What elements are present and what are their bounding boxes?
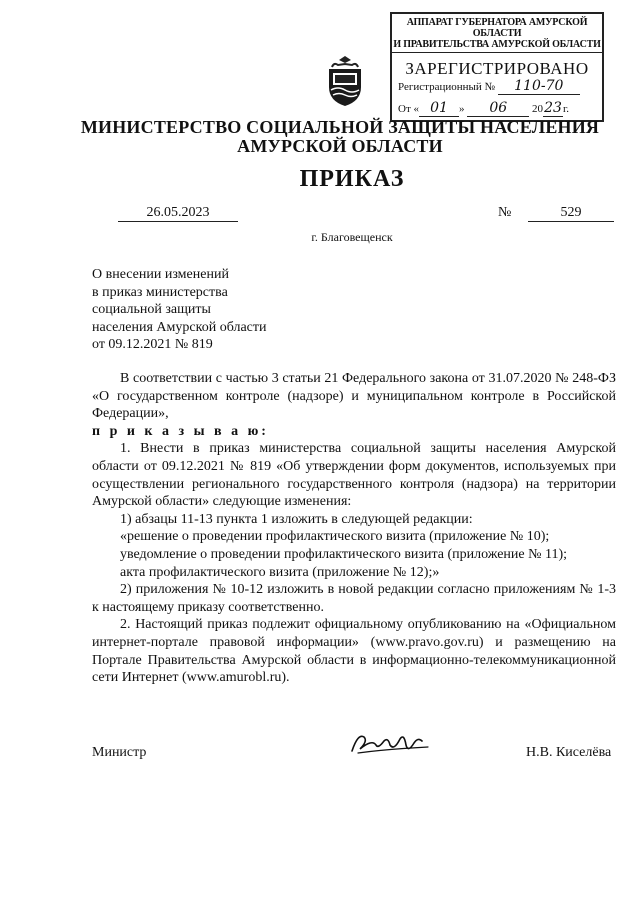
stamp-date-suffix: г. xyxy=(563,103,570,115)
signer-role: Министр xyxy=(92,745,147,760)
stamp-date-mid: » xyxy=(459,103,465,115)
stamp-header-line1: АППАРАТ ГУБЕРНАТОРА АМУРСКОЙ ОБЛАСТИ xyxy=(406,17,588,39)
ministry-header xyxy=(40,118,640,156)
registration-stamp xyxy=(390,12,604,122)
stamp-reg-row xyxy=(398,78,580,95)
stamp-header xyxy=(392,14,602,53)
subject-line: населения Амурской области xyxy=(92,319,267,335)
stamp-reg-number: 110-70 xyxy=(498,78,580,95)
orders-word: п р и к а з ы в а ю: xyxy=(92,423,269,439)
subject-line: О внесении изменений xyxy=(92,267,229,282)
item-1: 1. Внести в приказ министерства социальной защиты населения Амурской области от 09.12.2021 № 819 «Об утверждении форм документов, используемых при осуществлении регионального государственного контроля (надзора) на территории Амурской области» следующие изменения: xyxy=(92,441,616,510)
quote-line-2: уведомление о проведении профилактического визита (приложение № 11); xyxy=(120,546,568,562)
stamp-date-row xyxy=(398,100,569,117)
order-number: 529 xyxy=(528,205,614,222)
order-city: г. Благовещенск xyxy=(311,230,393,244)
quote-line-1: «решение о проведении профилактического визита (приложение № 10); xyxy=(120,529,550,545)
quote-line-3: акта профилактического визита (приложение № 12);» xyxy=(120,564,440,580)
signer-name: Н.В. Киселёва xyxy=(526,745,612,760)
ministry-line1: МИНИСТЕРСТВО СОЦИАЛЬНОЙ ЗАЩИТЫ НАСЕЛЕНИЯ xyxy=(80,117,600,137)
item-1-2: 2) приложения № 10-12 изложить в новой редакции согласно приложениям № 1-3 к настоящему приказу соответственно. xyxy=(92,582,616,615)
order-subject xyxy=(92,266,332,354)
stamp-header-line2: И ПРАВИТЕЛЬСТВА АМУРСКОЙ ОБЛАСТИ xyxy=(393,39,601,50)
subject-line: социальной защиты xyxy=(92,302,211,318)
ministry-line2: АМУРСКОЙ ОБЛАСТИ xyxy=(237,136,443,156)
subject-line: от 09.12.2021 № 819 xyxy=(92,337,213,353)
stamp-date-day: 01 xyxy=(419,100,459,117)
item-2: 2. Настоящий приказ подлежит официальному опубликованию на «Официальном интернет-портале правовой информации» (www.pravo.gov.ru) и размещению на Портале Правительства Амурской области в информационно-телекоммуникационной сети Интернет (www.amurobl.ru). xyxy=(92,617,616,686)
order-number-label: № xyxy=(498,205,512,220)
handwritten-signature xyxy=(348,727,434,759)
stamp-date-month: 06 xyxy=(467,100,529,117)
item-1-1: 1) абзацы 11-13 пункта 1 изложить в следующей редакции: xyxy=(120,511,473,527)
stamp-date-prefix: От « xyxy=(398,103,420,115)
stamp-reg-label: Регистрационный № xyxy=(398,81,496,93)
order-title: ПРИКАЗ xyxy=(299,166,405,192)
coat-of-arms-icon xyxy=(324,55,366,107)
stamp-date-year-prefix: 20 xyxy=(532,103,544,115)
order-body xyxy=(92,370,616,687)
order-date: 26.05.2023 xyxy=(118,205,238,222)
stamp-date-year: 23 xyxy=(544,100,562,116)
subject-line: в приказ министерства xyxy=(92,284,228,300)
stamp-title: ЗАРЕГИСТРИРОВАНО xyxy=(405,59,589,78)
preamble: В соответствии с частью 3 статьи 21 Федерального закона от 31.07.2020 № 248-ФЗ «О государственном контроле (надзоре) и муниципальном контроле в Российской Федерации», xyxy=(92,371,616,422)
